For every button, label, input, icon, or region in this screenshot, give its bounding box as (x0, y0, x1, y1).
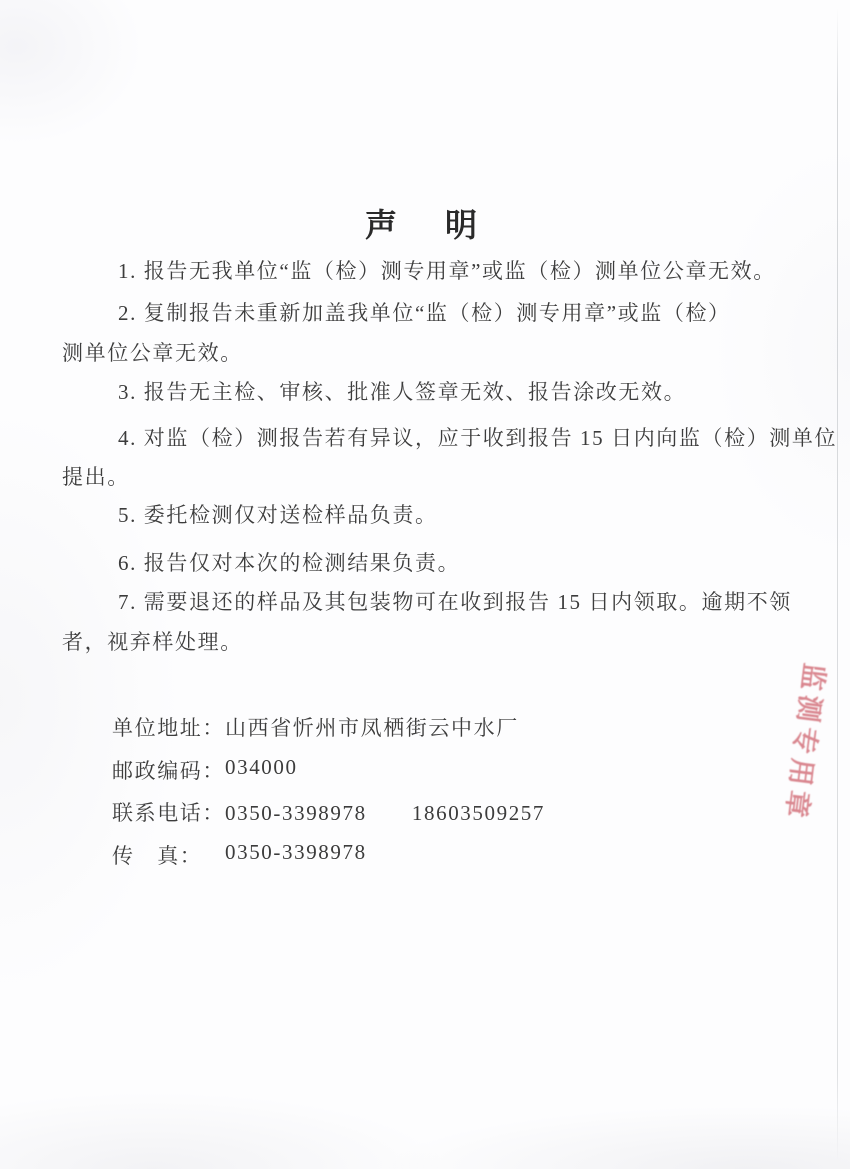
statement-line: 2. 复制报告未重新加盖我单位“监（检）测专用章”或监（检） (118, 301, 731, 325)
contact-label: 联系电话： (112, 801, 225, 825)
contact-value: 0350-3398978 (225, 840, 367, 864)
statement-line: 7. 需要退还的样品及其包装物可在收到报告 15 日内领取。逾期不领 (118, 590, 792, 614)
contact-value: 034000 (225, 755, 298, 779)
statement-title: 声 明 (364, 207, 485, 243)
scan-edge-line (837, 8, 838, 1163)
statement-line: 提出。 (62, 465, 130, 489)
contact-label: 传 真： (112, 844, 203, 868)
contact-label: 邮政编码： (112, 759, 225, 783)
contact-row-phone (112, 797, 545, 827)
statement-line: 1. 报告无我单位“监（检）测专用章”或监（检）测单位公章无效。 (118, 259, 776, 283)
contact-value: 山西省忻州市凤栖街云中水厂 (225, 716, 519, 740)
contact-row-fax (112, 840, 367, 870)
statement-line: 3. 报告无主检、审核、批准人签章无效、报告涂改无效。 (118, 380, 687, 404)
statement-line: 者，视弃样处理。 (62, 630, 243, 654)
statement-line: 4. 对监（检）测报告若有异议，应于收到报告 15 日内向监（检）测单位 (118, 426, 838, 450)
statement-line: 5. 委托检测仅对送检样品负责。 (118, 503, 438, 527)
statement-line: 6. 报告仅对本次的检测结果负责。 (118, 551, 461, 575)
contact-value: 0350-3398978 18603509257 (225, 801, 545, 825)
contact-row-postcode (112, 755, 298, 785)
red-stamp-fragment: 监测专用章 (779, 661, 830, 824)
contact-row-address (112, 712, 519, 742)
contact-label: 单位地址： (112, 716, 225, 740)
statement-line: 测单位公章无效。 (62, 341, 243, 365)
